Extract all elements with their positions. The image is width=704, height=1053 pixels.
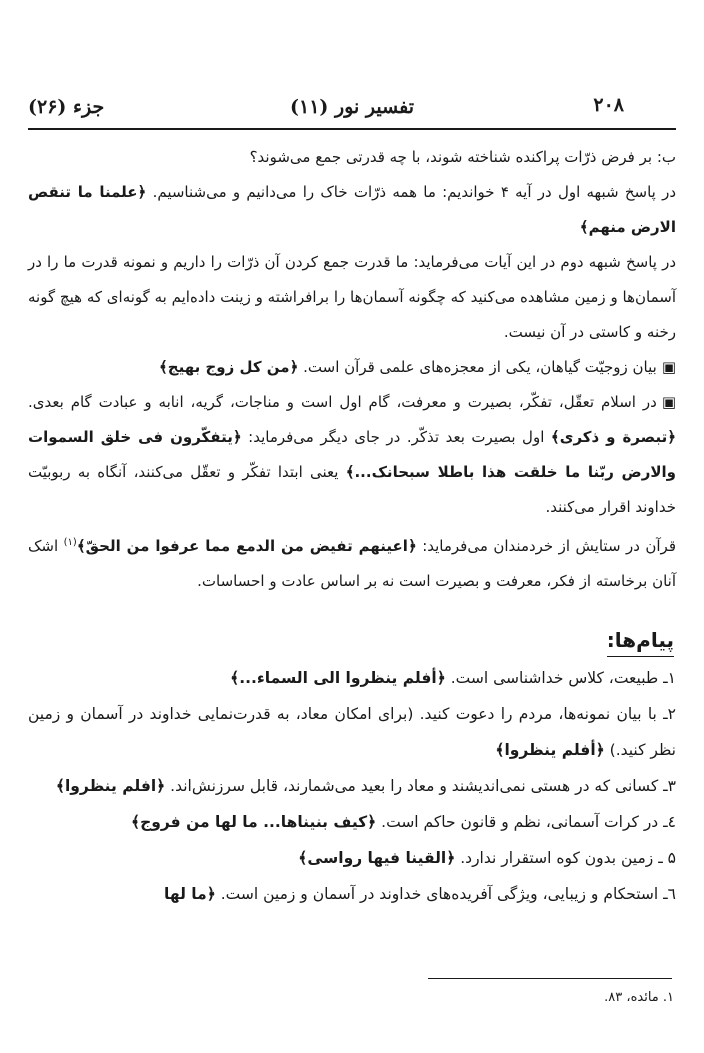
quran-quote: ﴿تبصرة و ذکری﴾ xyxy=(550,428,676,446)
message-text: ٦ـ استحکام و زیبایی، ویژگی آفریده‌های خداوند در آسمان و زمین است. xyxy=(215,885,676,903)
quran-quote: ﴿یتفکّرون فی خلق السموات والارض ربّنا ما خلقت هذا باطلا سبحانک...﴾ xyxy=(28,428,676,481)
square-bullet-icon: ▣ xyxy=(661,358,676,376)
message-item xyxy=(28,660,676,696)
message-text: ۳ـ کسانی که در هستی نمی‌اندیشند و معاد را بعید می‌شمارند، قابل سرزنش‌اند. xyxy=(165,777,676,795)
praise-text: اشک آنان برخاسته از فکر، معرفت و بصیرت است نه بر اساس عادت و احساسات. xyxy=(28,537,676,590)
messages-list xyxy=(28,660,676,912)
bullet-2-text: در اسلام تعقّل، تفکّر، بصیرت و معرفت، گام اول است و مناجات، گریه، انابه و عبادت گام بعدی. xyxy=(28,393,657,411)
message-item xyxy=(28,804,676,840)
footnote-divider xyxy=(428,978,672,979)
message-item xyxy=(28,696,676,768)
quran-quote: ﴿من کل زوج بهیج﴾ xyxy=(158,358,299,376)
message-item xyxy=(28,768,676,804)
quran-quote: ﴿علمنا ما تنقص الارض منهم﴾ xyxy=(28,183,676,236)
bullet-item-1 xyxy=(28,350,676,385)
bullet-item-2 xyxy=(28,385,676,525)
bullet-2-text: یعنی ابتدا تفکّر و تعقّل می‌کنند، آنگاه به ربوبیّت خداوند اقرار می‌کنند. xyxy=(28,463,676,516)
juz-label: جزء (۲۶) xyxy=(28,96,105,118)
paragraph-answer-2: در پاسخ شبهه دوم در این آیات می‌فرماید: ما قدرت جمع کردن آن ذرّات را داریم و نمونه قدرت ما را در آسمان‌ها و زمین مشاهده می‌کنید که چگونه آسمان‌ها را برافراشته و زینت داده‌ایم به گونه‌ای که هیچ گونه رخنه و کاستی در آن نیست. xyxy=(28,253,676,341)
answer-1-text: در پاسخ شبهه اول در آیه ۴ خواندیم: ما همه ذرّات خاک را می‌دانیم و می‌شناسیم. xyxy=(146,183,676,201)
message-text: ۱ـ طبیعت، کلاس خداشناسی است. xyxy=(445,669,676,687)
messages-heading: پیام‌ها: xyxy=(607,624,674,657)
bullet-2-text: اول بصیرت بعد تذکّر. در جای دیگر می‌فرماید: xyxy=(241,428,551,446)
quran-quote: ﴿افلم ینظروا﴾ xyxy=(55,777,166,795)
paragraph-answer-1 xyxy=(28,175,676,245)
message-text: ٤ـ در کرات آسمانی، نظم و قانون حاکم است. xyxy=(376,813,676,831)
message-text: ۲ـ با بیان نمونه‌ها، مردم را دعوت کنید. (برای امکان معاد، به قدرت‌نمایی خداوند در آسمان و زمین نظر کنید.) xyxy=(28,705,676,759)
praise-text: قرآن در ستایش از خردمندان می‌فرماید: xyxy=(416,537,676,555)
page-header xyxy=(28,90,676,130)
footnote-marker: (۱) xyxy=(63,537,77,548)
paragraph-praise xyxy=(28,525,676,599)
main-text xyxy=(28,140,676,599)
quran-quote: ﴿أفلم ینظروا﴾ xyxy=(495,741,605,759)
quran-quote: ﴿کیف بنیناها... ما لها من فروج﴾ xyxy=(131,813,377,831)
quran-quote: ﴿أفلم ینظروا الی السماء...﴾ xyxy=(230,669,446,687)
footnote: ۱. مائده، ۸۳. xyxy=(604,990,674,1005)
message-text: ۵ ـ زمین بدون کوه استقرار ندارد. xyxy=(455,849,676,867)
book-title: تفسیر نور (۱۱) xyxy=(290,96,414,118)
quran-quote: ﴿اعینهم تفیض من الدمع مما عرفوا من الحقّ﴾ xyxy=(76,537,417,555)
quran-quote: ﴿القینا فیها رواسی﴾ xyxy=(298,849,456,867)
square-bullet-icon: ▣ xyxy=(661,393,676,411)
bullet-1-text: بیان زوجیّت گیاهان، یکی از معجزه‌های علمی قرآن است. xyxy=(298,358,657,376)
quran-quote: ﴿ما لها xyxy=(164,885,216,903)
message-item xyxy=(28,840,676,876)
paragraph-question: ب: بر فرض ذرّات پراکنده شناخته شوند، با چه قدرتی جمع می‌شوند؟ xyxy=(249,148,676,166)
page-number: ۲۰۸ xyxy=(593,94,624,116)
message-item xyxy=(28,876,676,912)
